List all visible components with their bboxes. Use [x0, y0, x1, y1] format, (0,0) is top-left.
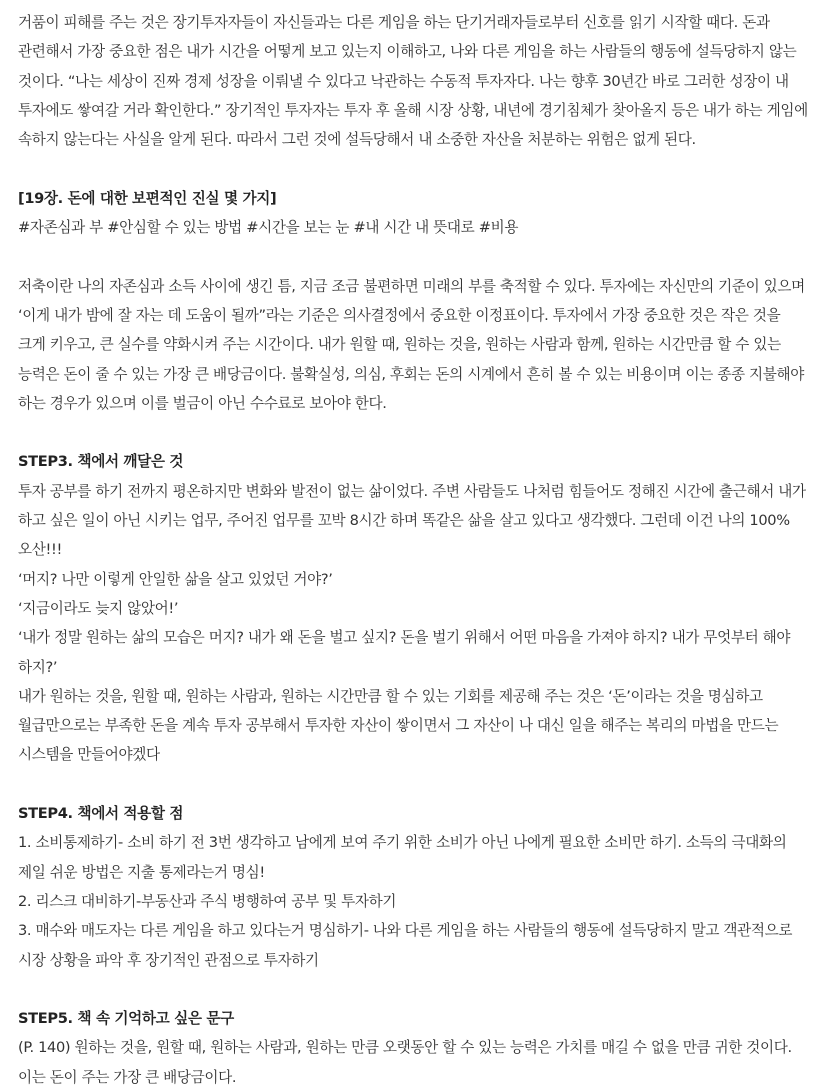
step4-list-item: 2. 리스크 대비하기-부동산과 주식 병행하여 공부 및 투자하기: [18, 892, 397, 910]
spacer: [18, 418, 809, 447]
spacer: [18, 770, 809, 799]
step3-quote: ‘내가 정말 원하는 삶의 모습은 머지? 내가 왜 돈을 벌고 싶지? 돈을 벌기 위해서 어떤 마음을 가져야 하지? 내가 무엇부터 해야 하지?’: [18, 629, 791, 676]
chapter-19-tags: #자존심과 부 #안심할 수 있는 방법 #시간을 보는 눈 #내 시간 내 뜻대로 #비용: [18, 219, 519, 237]
step3-closing-paragraph: 내가 원하는 것을, 원할 때, 원하는 사람과, 원하는 시간만큼 할 수 있는 기회를 제공해 주는 것은 ‘돈’이라는 것을 명심하고 월급만으로는 부족한 돈을 계속 투자 공부해서 투자한 자산이 쌓이면서 그 자산이 나 대신 일을 해주는 복리의 마법을 만드는 시스템을 만들어야겠다: [18, 687, 779, 764]
step3-heading: STEP3. 책에서 깨달은 것: [18, 453, 184, 471]
step5-quote-paragraph: (P. 140) 원하는 것을, 원할 때, 원하는 사람과, 원하는 만큼 오랫동안 할 수 있는 능력은 가치를 매길 수 없을 만큼 귀한 것이다. 이는 돈이 주는 가장 큰 배당금이다.: [18, 1039, 792, 1086]
step4-list-item: 1. 소비통제하기- 소비 하기 전 3번 생각하고 남에게 보여 주기 위한 소비가 아닌 나에게 필요한 소비만 하기. 소득의 극대화의 제일 쉬운 방법은 지출 통제라는거 명심!: [18, 834, 787, 881]
step3-quote: ‘머지? 나만 이렇게 안일한 삶을 살고 있었던 거야?’: [18, 570, 333, 588]
step4-list-item: 3. 매수와 매도자는 다른 게임을 하고 있다는거 명심하기- 나와 다른 게임을 하는 사람들의 행동에 설득당하지 말고 객관적으로 시장 상황을 파악 후 장기적인 관점으로 투자하기: [18, 922, 793, 969]
spacer: [18, 242, 809, 271]
chapter-19-paragraph: 저축이란 나의 자존심과 소득 사이에 생긴 틈, 지금 조금 불편하면 미래의 부를 축적할 수 있다. 투자에는 자신만의 기준이 있으며 ‘이게 내가 밤에 잘 자는 데 도움이 될까”라는 기준은 의사결정에서 중요한 이정표이다. 투자에서 가장 중요한 것은 작은 것을 크게 키우고, 큰 실수를 약화시켜 주는 시간이다. 내가 원할 때, 원하는 것을, 원하는 사람과 함께, 원하는 시간만큼 할 수 있는 능력은 돈이 줄 수 있는 가장 큰 배당금이다. 불확실성, 의심, 후회는 돈의 시계에서 흔히 볼 수 있는 비용이며 이는 종종 지불해야 하는 경우가 있으며 이를 벌금이 아닌 수수료로 보아야 한다.: [18, 277, 805, 412]
step5-heading: STEP5. 책 속 기억하고 싶은 문구: [18, 1010, 234, 1028]
chapter-19-heading: [19장. 돈에 대한 보편적인 진실 몇 가지]: [18, 189, 277, 207]
intro-paragraph: 거품이 피해를 주는 것은 장기투자자들이 자신들과는 다른 게임을 하는 단기거래자들로부터 신호를 읽기 시작할 때다. 돈과 관련해서 가장 중요한 점은 내가 시간을 어떻게 보고 있는지 이해하고, 나와 다른 게임을 하는 사람들의 행동에 설득당하지 않는 것이다. “나는 세상이 진짜 경제 성장을 이뤄낼 수 있다고 낙관하는 수동적 투자자다. 나는 향후 30년간 바로 그러한 성장이 내 투자에도 쌓여갈 거라 확인한다.” 장기적인 투자자는 투자 후 올해 시장 상황, 내년에 경기침체가 찾아올지 등은 내가 하는 게임에 속하지 않는다는 사실을 알게 된다. 따라서 그런 것에 설득당해서 내 소중한 자산을 처분하는 위험은 없게 된다.: [18, 14, 808, 149]
step3-paragraph: 투자 공부를 하기 전까지 평온하지만 변화와 발전이 없는 삶이었다. 주변 사람들도 나처럼 힘들어도 정해진 시간에 출근해서 내가 하고 싶은 일이 아닌 시키는 업무, 주어진 업무를 꼬박 8시간 하며 똑같은 삶을 살고 있다고 생각했다. 그런데 이건 나의 100% 오산!!!: [18, 482, 806, 559]
step4-heading: STEP4. 책에서 적용할 점: [18, 805, 184, 823]
spacer: [18, 975, 809, 1004]
spacer: [18, 154, 809, 183]
step3-quote: ‘지금이라도 늦지 않았어!’: [18, 599, 179, 617]
